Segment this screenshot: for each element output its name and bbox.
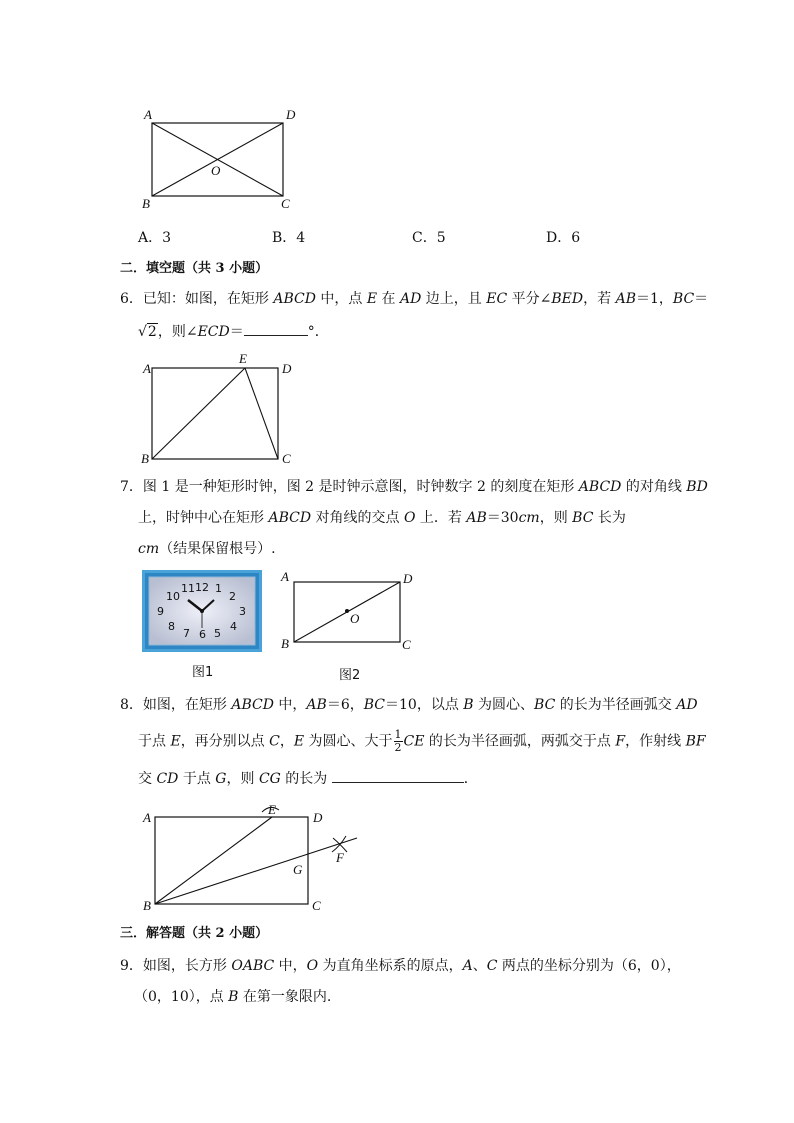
- label-d: D: [282, 361, 292, 376]
- q8-line-1: 8．如图，在矩形 ABCD 中，AB＝6，BC＝10，以点 B 为圆心、BC 的长为半径画弧交 AD: [120, 697, 698, 713]
- segment-be: [155, 817, 272, 904]
- clock-1: 1: [215, 582, 222, 595]
- q9-line-2: （0，10），点 B 在第一象限内.: [134, 989, 332, 1005]
- q7-line-2: 上，时钟中心在矩形 ABCD 对角线的交点 O 上．若 AB＝30cm，则 BC 长为: [138, 510, 626, 526]
- label-a: A: [144, 107, 152, 122]
- label-a: A: [143, 361, 151, 376]
- clock-10: 10: [166, 590, 180, 603]
- q6-line-1: 6．已知：如图，在矩形 ABCD 中，点 E 在 AD 边上，且 EC 平分∠BED，若 AB＝1，BC＝: [120, 291, 709, 307]
- label-o: O: [350, 611, 360, 626]
- sqrt-2: √2: [138, 324, 157, 340]
- label-g: G: [293, 862, 303, 877]
- label-e: E: [268, 802, 276, 817]
- section-2-heading: 二．填空题（共 3 小题）: [120, 261, 269, 276]
- fig1-caption: 图1: [192, 665, 214, 680]
- q6-line-2: √2，则∠ECD＝ °．: [138, 320, 329, 342]
- option-a: A．3: [138, 230, 172, 246]
- clock-7: 7: [183, 627, 190, 640]
- label-c: C: [402, 637, 411, 652]
- label-a: A: [143, 810, 151, 825]
- label-a: A: [281, 569, 289, 584]
- clock-8: 8: [168, 620, 175, 633]
- clock-3: 3: [239, 605, 246, 618]
- label-b: B: [281, 636, 289, 651]
- q9-line-1: 9．如图，长方形 OABC 中，O 为直角坐标系的原点，A、C 两点的坐标分别为（6，0），: [120, 958, 681, 974]
- option-d: D．6: [546, 230, 581, 246]
- fig2-caption: 图2: [339, 668, 361, 683]
- q8-line-2: 于点 E，再分别以点 C，E 为圆心、大于 $\frac{1}{2}$ CE 的长为半径画弧，两弧交于点 F，作射线 BF: [138, 728, 706, 754]
- ray-bf: [155, 838, 357, 904]
- section-3-heading: 三．解答题（共 2 小题）: [120, 926, 269, 941]
- label-d: D: [313, 810, 323, 825]
- fraction-one-half: $\frac{1}{2}$: [394, 728, 402, 754]
- label-b: B: [141, 451, 149, 466]
- label-o: O: [211, 163, 221, 178]
- q7-line-3: cm（结果保留根号）.: [138, 541, 276, 557]
- clock-5: 5: [214, 627, 221, 640]
- option-b: B．4: [272, 230, 306, 246]
- option-c: C．5: [412, 230, 446, 246]
- clock-4: 4: [230, 620, 237, 633]
- q7-line-1: 7．图 1 是一种矩形时钟，图 2 是时钟示意图，时钟数字 2 的刻度在矩形 ABCD 的对角线 BD: [120, 479, 708, 495]
- label-b: B: [143, 898, 151, 913]
- label-c: C: [282, 451, 291, 466]
- clock-11: 11: [181, 582, 195, 595]
- clock-6: 6: [199, 628, 206, 641]
- label-b: B: [142, 196, 150, 211]
- label-c: C: [312, 898, 321, 913]
- label-d: D: [403, 571, 413, 586]
- clock-2: 2: [229, 590, 236, 603]
- rect-abcd: [155, 817, 308, 904]
- label-d: D: [286, 107, 296, 122]
- q8-line-3: 交 CD 于点 G，则 CG 的长为 ．: [138, 767, 478, 789]
- label-f: F: [336, 850, 344, 865]
- label-c: C: [281, 196, 290, 211]
- clock-9: 9: [157, 605, 164, 618]
- clock-12: 12: [195, 581, 209, 594]
- label-e: E: [239, 351, 247, 366]
